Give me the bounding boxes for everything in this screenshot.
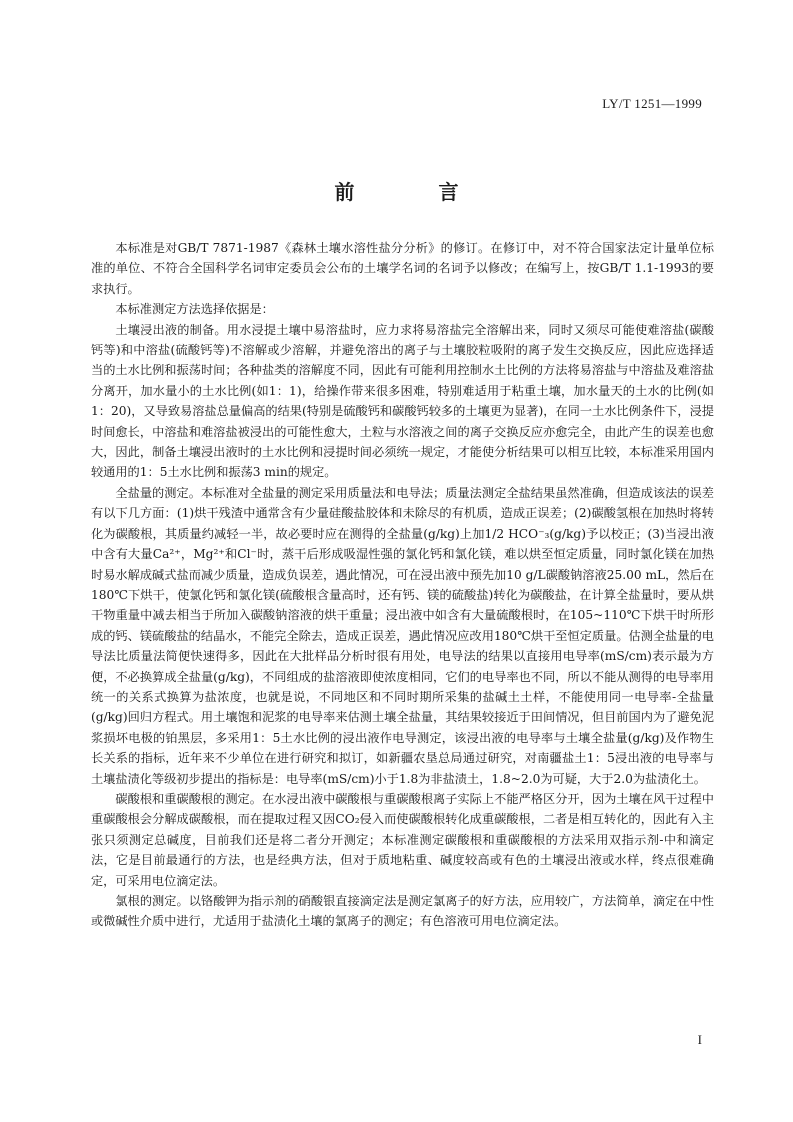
paragraph-soil-extract: 土壤浸出液的制备。用水浸提土壤中易溶盐时，应力求将易溶盐完全溶解出来，同时又须尽可能使难溶盐(碳酸钙等)和中溶盐(硫酸钙等)不溶解或少溶解，并避免溶出的离子与土壤胶粒吸附的离子发生交换反应，因此应选择适当的土水比例和振荡时间；各种盐类的溶解度不同，因此有可能利用控制水土比例的方法将易溶盐与中溶盐及难溶盐分离开，加水量小的土水比例(如1：1)，给操作带来很多困难，特别难适用于粘重土壤，加水量天的土水的比例(如1：20)，又导致易溶盐总量偏高的结果(特别是硫酸钙和碳酸钙较多的土壤更为显著)，在同一土水比例条件下，浸提时间愈长，中溶盐和难溶盐被浸出的可能性愈大，土粒与水溶液之间的离子交换反应亦愈完全，由此产生的误差也愈大，因此，制备土壤浸出液时的土水比例和浸提时间必须统一规定，才能使分析结果可以相互比较，本标准采用国内较通用的1：5土水比例和振荡3 min的规定。: [91, 322, 714, 480]
paragraph-revision-note: 本标准是对GB/T 7871-1987《森林土壤水溶性盐分分析》的修订。在修订中，对不符合国家法定计量单位标准的单位、不符合全国科学名词审定委员会公布的土壤学名词的名词予以修改；在编写上，按GB/T 1.1-1993的要求执行。: [91, 241, 714, 296]
paragraph-carbonate: 碳酸根和重碳酸根的测定。在水浸出液中碳酸根与重碳酸根离子实际上不能严格区分开，因为土壤在风干过程中重碳酸根会分解成碳酸根，而在提取过程又因CO₂侵入而使碳酸根转化成重碳酸根，二者是相互转化的，因此有入主张只须测定总碱度，目前我们还是将二者分开测定；本标准测定碳酸根和重碳酸根的方法采用双指示剂-中和滴定法，它是目前最通行的方法，也是经典方法，但对于质地粘重、碱度较高或有色的土壤浸出液或水样，终点很难确定，可采用电位滴定法。: [91, 791, 714, 888]
paragraph-basis-intro: 本标准测定方法选择依据是：: [115, 302, 274, 317]
page-number: I: [697, 1032, 702, 1047]
standard-code: LY/T 1251—1999: [602, 96, 702, 111]
page-title: 前 言: [334, 180, 491, 204]
paragraph-total-salt: 全盐量的测定。本标准对全盐量的测定采用质量法和电导法；质量法测定全盐结果虽然准确，但造成该法的误差有以下几方面：(1)烘干残渣中通常含有少量硅酸盐胶体和未除尽的有机质，造成正误差；(2)碳酸氢根在加热时将转化为碳酸根，其质量约减轻一半，故必要时应在测得的全盐量(g/kg)上加1/2 HCO⁻₃(g/kg)予以校正；(3)当浸出液中含有大量Ca²⁺，Mg²⁺和Cl⁻时，蒸干后形成吸湿性强的氯化钙和氯化镁，难以烘至恒定质量，同时氯化镁在加热时易水解成碱式盐而减少质量，造成负误差，遇此情况，可在浸出液中预先加10 g/L碳酸钠溶液25.00 mL，然后在180℃下烘干，使氯化钙和氯化镁(硫酸根含量高时，还有钙、镁的硫酸盐)转化为碳酸盐，在计算全盐量时，要从烘干物重量中减去相当于所加入碳酸钠溶液的烘干重量；浸出液中如含有大量硫酸根时，在105~110℃下烘干时所形成的钙、镁硫酸盐的结晶水，不能完全除去，造成正误差，遇此情况应改用180℃烘干至恒定质量。估测全盐量的电导法比质量法简便快速得多，因此在大批样品分析时很有用处，电导法的结果以直接用电导率(mS/cm)表示最为方便，不必换算成全盐量(g/kg)，不同组成的盐溶液即使浓度相同，它们的电导率也不同，所以不能从测得的电导率用统一的关系式换算为盐浓度，也就是说，不同地区和不同时期所采集的盐碱土土样，不能使用同一电导率-全盐量(g/kg)回归方程式。用土壤饱和泥浆的电导率来估测土壤全盐量，其结果较接近于田间情况，但目前国内为了避免泥浆损坏电极的铂黑层，多采用1：5土水比例的浸出液作电导测定，该浸出液的电导率与土壤全盐量(g/kg)及作物生长关系的指标，近年来不少单位在进行研究和拟订，如新疆农垦总局通过研究，对南疆盐土1：5浸出液的电导率与土壤盐渍化等级初步提出的指标是：电导率(mS/cm)小于1.8为非盐渍土，1.8~2.0为可疑，大于2.0为盐渍化土。: [91, 485, 714, 786]
paragraph-chloride: 氯根的测定。以铬酸钾为指示剂的硝酸银直接滴定法是测定氯离子的好方法，应用较广，方法简单，滴定在中性或微碱性介质中进行，尤适用于盐渍化土壤的氯离子的测定；有色溶液可用电位滴定法。: [91, 894, 714, 929]
body-text: [91, 238, 714, 932]
